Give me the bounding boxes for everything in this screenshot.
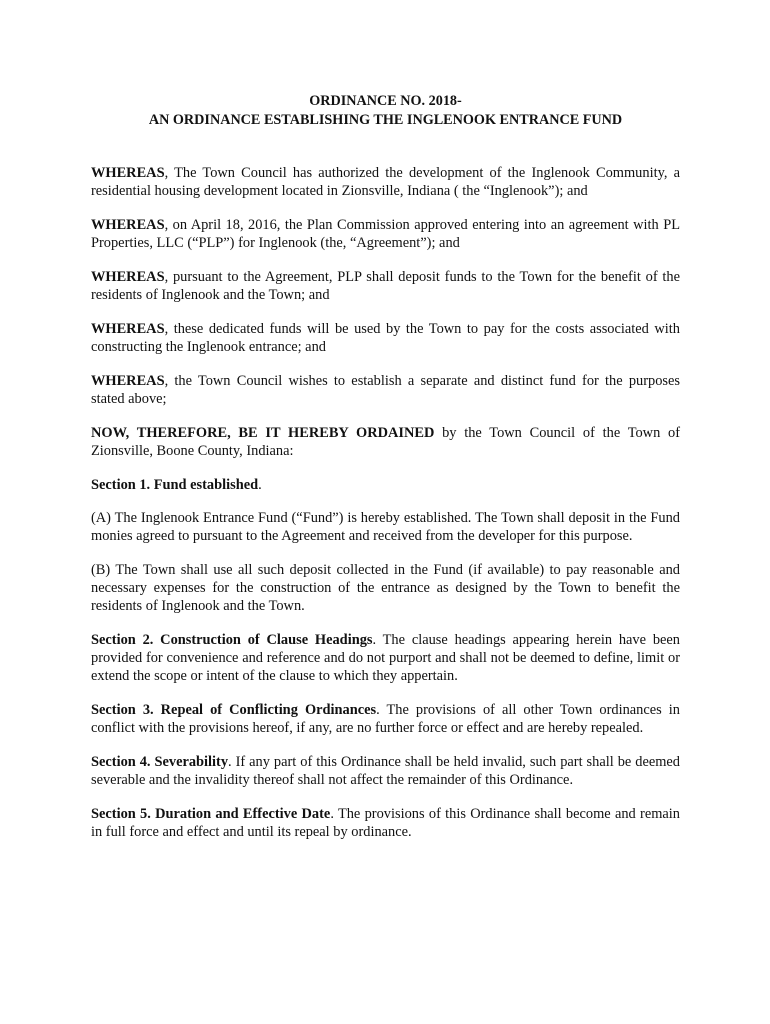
ordinance-number: ORDINANCE NO. 2018-: [309, 93, 462, 109]
section-5: [91, 805, 680, 841]
recital-3: [91, 268, 680, 304]
enactment-clause: [91, 424, 680, 460]
recital-text: , the Town Council wishes to establish a separate and distinct fund for the purposes stated above;: [91, 373, 680, 407]
recital-text: , these dedicated funds will be used by the Town to pay for the costs associated with constructing the Inglenook entrance; and: [91, 321, 680, 355]
recital-lead: WHEREAS: [91, 217, 165, 233]
document-page: [91, 92, 680, 857]
section-text: . The clause headings appearing herein have been provided for convenience and reference and do not purport and shall not be deemed to define, limit or extend the scope or intent of the clause to which they appertain.: [91, 632, 680, 684]
recital-text: , The Town Council has authorized the development of the Inglenook Community, a residential housing development located in Zionsville, Indiana ( the “Inglenook”); and: [91, 165, 680, 199]
ordinance-heading: [91, 92, 680, 130]
section-3: [91, 701, 680, 737]
section-4: [91, 753, 680, 789]
recital-lead: WHEREAS: [91, 321, 165, 337]
section-1-heading: [91, 476, 680, 494]
recital-4: [91, 320, 680, 356]
section-1-clause-b: (B) The Town shall use all such deposit collected in the Fund (if available) to pay reasonable and necessary expenses for the construction of the entrance as designed by the Town to benefit the residents of Inglenook and the Town.: [91, 562, 680, 614]
recital-5: [91, 372, 680, 408]
recital-1: [91, 164, 680, 200]
recital-lead: WHEREAS: [91, 269, 165, 285]
recital-lead: WHEREAS: [91, 165, 165, 181]
recital-2: [91, 216, 680, 252]
enactment-text: by the Town Council of the Town of Zionsville, Boone County, Indiana:: [91, 425, 680, 459]
section-text: . The provisions of this Ordinance shall become and remain in full force and effect and until its repeal by ordinance.: [91, 806, 681, 840]
section-heading: Section 4. Severability: [91, 754, 229, 770]
recital-lead: WHEREAS: [91, 373, 165, 389]
recital-text: , on April 18, 2016, the Plan Commission approved entering into an agreement with PL Properties, LLC (“PLP”) for Inglenook (the, “Agreement”); and: [91, 217, 680, 251]
section-text: . If any part of this Ordinance shall be held invalid, such part shall be deemed severable and the invalidity thereof shall not affect the remainder of this Ordinance.: [91, 754, 681, 788]
section-heading: Section 1. Fund established: [91, 477, 259, 493]
section-heading-suffix: .: [258, 477, 262, 493]
section-2: [91, 631, 680, 685]
section-1-clause-a: (A) The Inglenook Entrance Fund (“Fund”) is hereby established. The Town shall deposit in the Fund monies agreed to pursuant to the Agreement and received from the developer for this purpose.: [91, 510, 680, 544]
recital-text: , pursuant to the Agreement, PLP shall deposit funds to the Town for the benefit of the residents of Inglenook and the Town; and: [91, 269, 680, 303]
section-text: . The provisions of all other Town ordinances in conflict with the provisions hereof, if any, are no further force or effect and are hereby repealed.: [91, 702, 680, 736]
section-heading: Section 5. Duration and Effective Date: [91, 806, 331, 822]
ordinance-title: AN ORDINANCE ESTABLISHING THE INGLENOOK ENTRANCE FUND: [148, 112, 623, 128]
section-heading: Section 3. Repeal of Conflicting Ordinances: [91, 702, 377, 718]
enactment-lead: NOW, THEREFORE, BE IT HEREBY ORDAINED: [91, 425, 435, 441]
section-heading: Section 2. Construction of Clause Headings: [91, 632, 373, 648]
